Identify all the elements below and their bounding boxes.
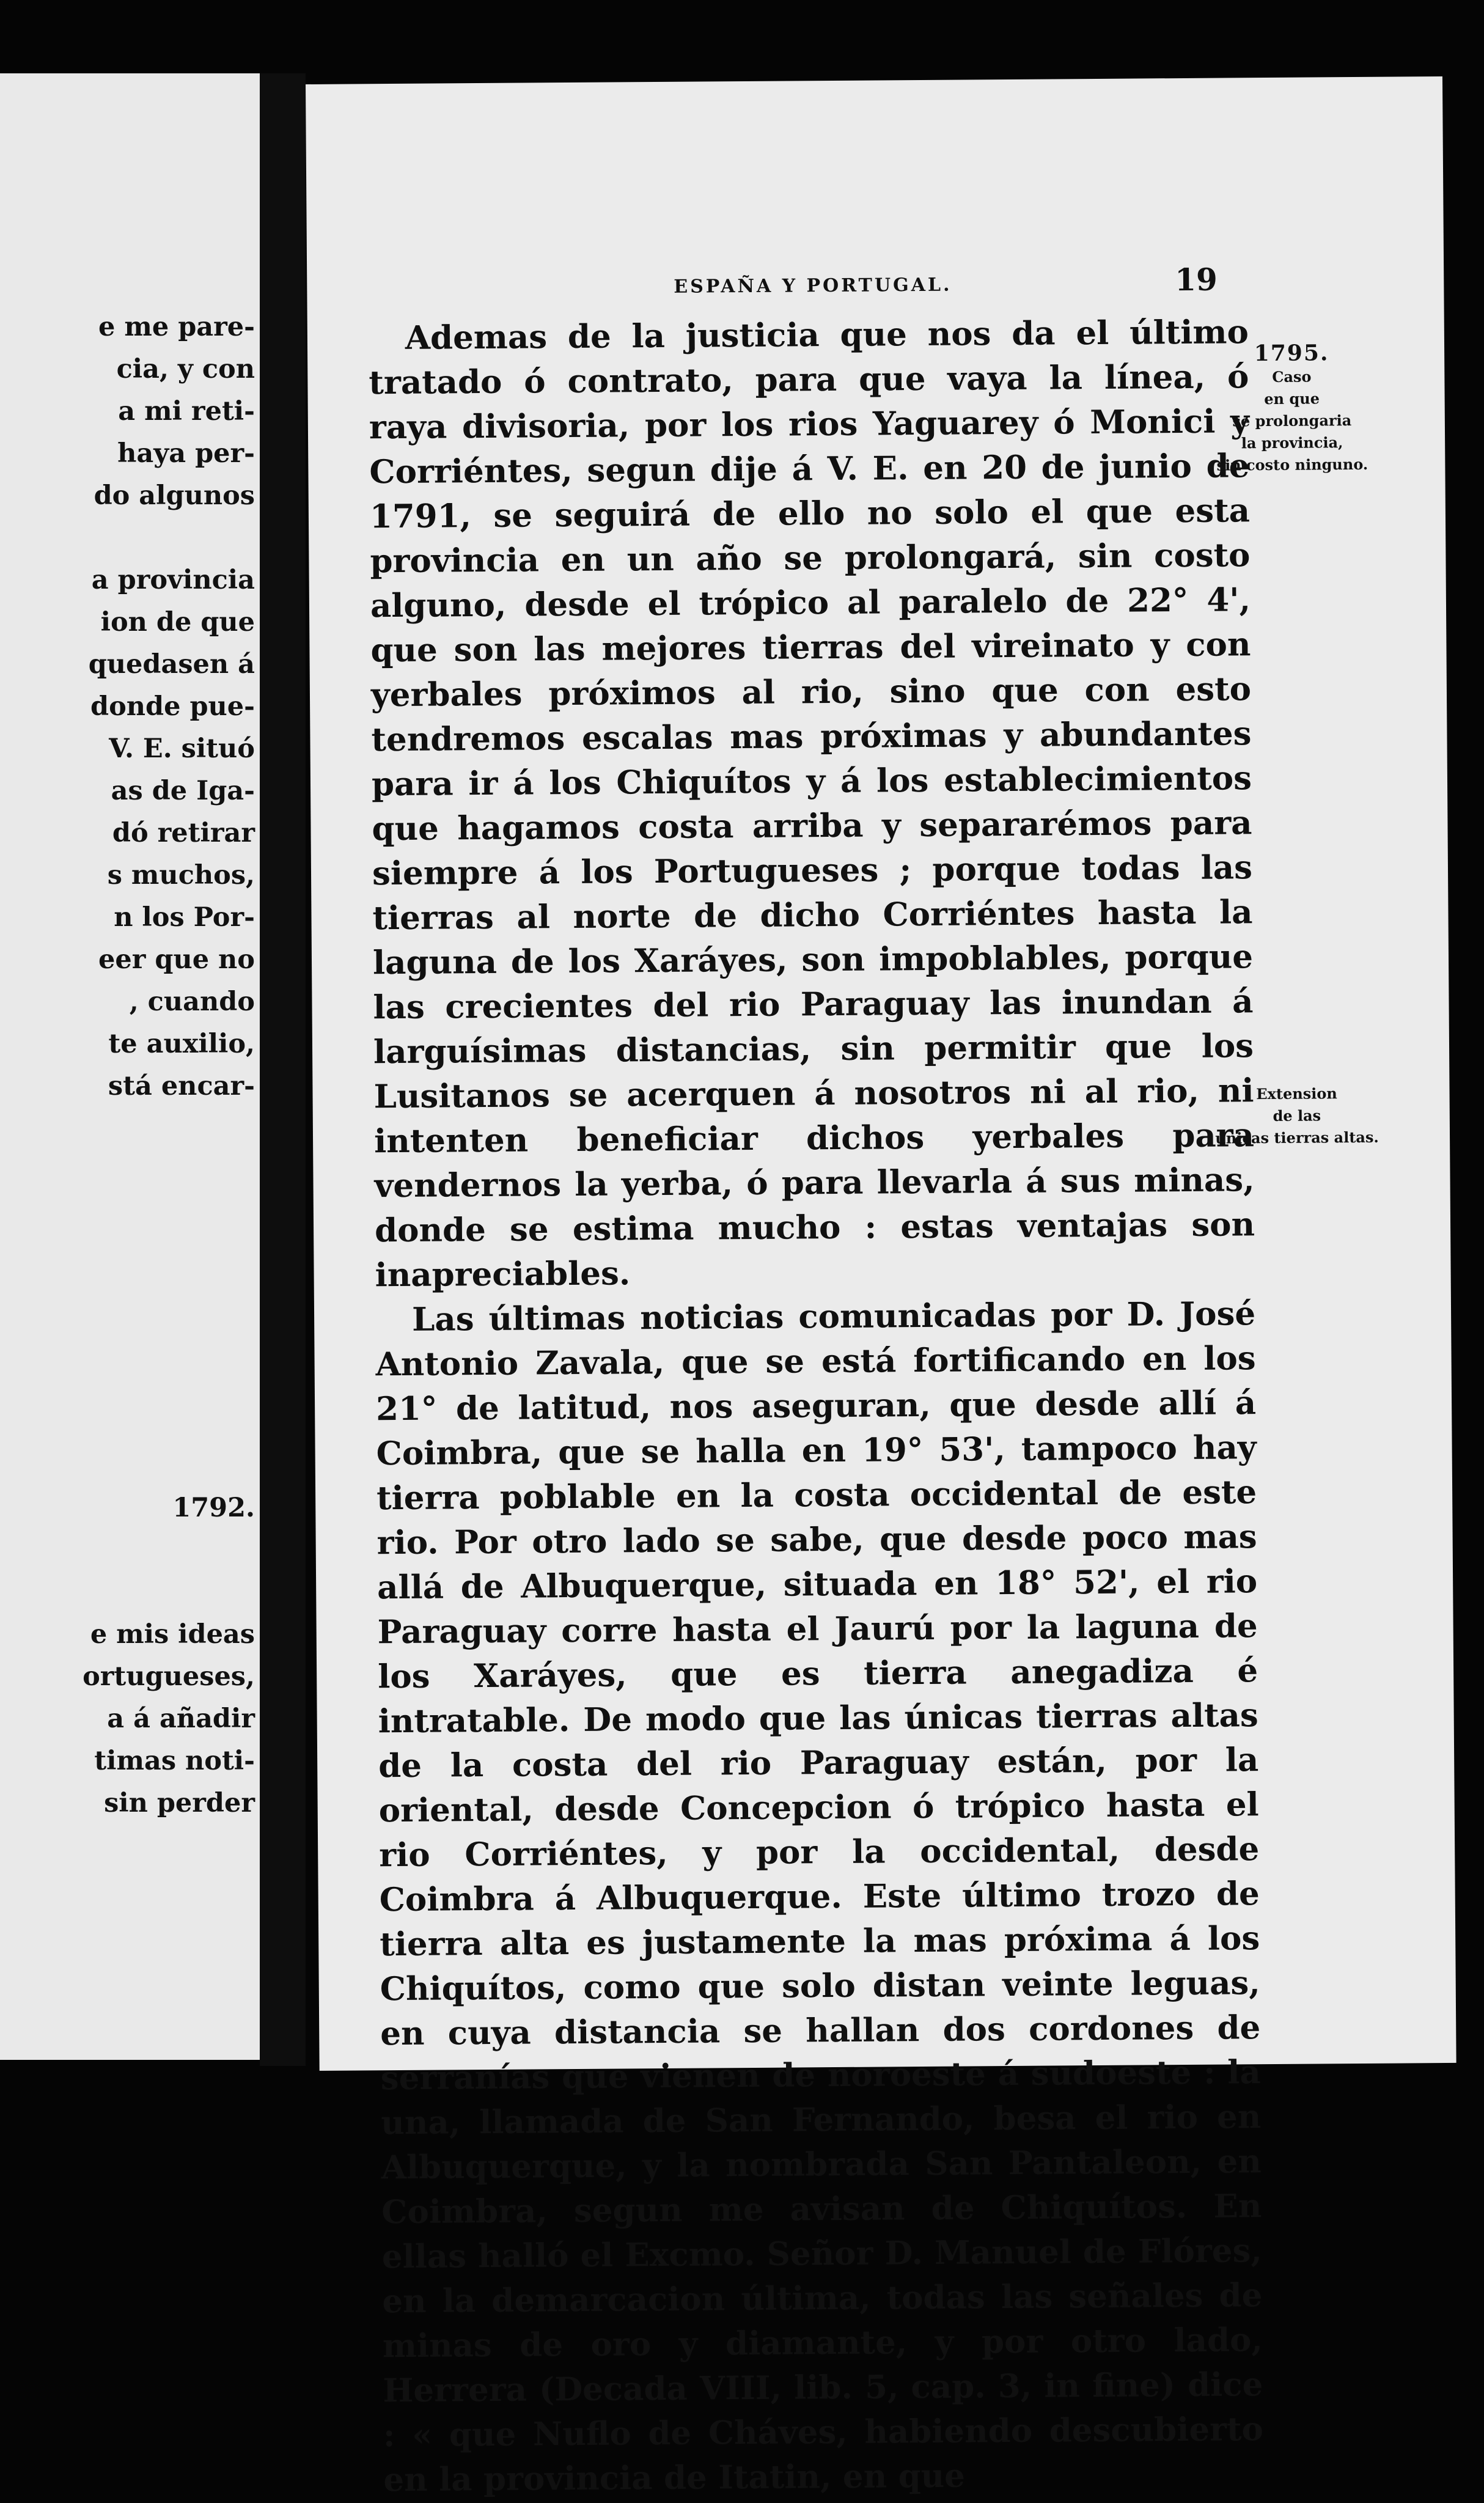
book-page — [306, 76, 1456, 2499]
margin-note-line: de las — [1273, 1106, 1321, 1125]
facing-page-line: a provincia — [91, 565, 255, 595]
facing-page-line: ion de que — [100, 607, 255, 638]
margin-note-line: Extension — [1256, 1084, 1337, 1103]
facing-page-line: dó retirar — [112, 818, 255, 848]
margin-note-line: sin costo ninguno. — [1216, 455, 1368, 474]
margin-note-line: únicas tierras altas. — [1215, 1128, 1379, 1147]
facing-page-fragment — [0, 73, 260, 2060]
margin-note-extension — [1208, 1082, 1386, 1150]
facing-page-line: s muchos, — [107, 860, 255, 891]
margin-note-year — [1203, 340, 1381, 477]
paragraph: Ademas de la justicia que nos da el último tratado ó contrato, para que vaya la línea, ó raya divisoria, por los rios Yaguarey ó Monici y Corriéntes, segun dije á V. E. en 20 de junio de 1791, se seguirá de ello no solo el que esta provincia en un año se prolongará, sin costo alguno, desde el trópico al paralelo de 22° 4', que son las mejores tierras del vireinato y con yerbales próximos al rio, sino que con esto tendremos escalas mas próximas y abundantes para ir á los Chiquítos y á los establecimientos que hagamos costa arriba y separarémos para siempre á los Portugueses ; porque todas las tierras al norte de dicho Corriéntes hasta la laguna de los Xaráyes, son impoblables, porque las crecientes del rio Paraguay las inundan á larguísimas distancias, sin permitir que los Lusitanos se acerquen á nosotros ni al rio, ni intenten beneficiar dichos yerbales para vendernos la yerba, ó para llevarla á sus minas, donde se estima mucho : estas ventajas son inapreciables. — [369, 313, 1255, 1295]
facing-page-line: timas noti- — [94, 1746, 255, 1776]
facing-page-line: e mis ideas — [90, 1619, 255, 1650]
margin-note-line: Caso — [1272, 367, 1312, 386]
margin-note-line: la provincia, — [1241, 433, 1343, 452]
facing-page-line: 1792. — [172, 1493, 255, 1523]
facing-page-line: ortugueses, — [83, 1661, 255, 1692]
facing-page-line: do algunos — [94, 480, 255, 511]
facing-page-line: a á añadir — [107, 1704, 255, 1734]
book-gutter — [260, 73, 306, 2066]
facing-page-line: donde pue- — [90, 691, 255, 722]
facing-page-line: haya per- — [117, 438, 255, 469]
body-text — [369, 310, 1264, 2502]
page-number: 19 — [1175, 261, 1218, 298]
facing-page-line: stá encar- — [108, 1071, 255, 1101]
facing-page-line: eer que no — [98, 944, 255, 975]
facing-page-line: , cuando — [129, 987, 255, 1017]
margin-note-line: en que — [1264, 389, 1320, 408]
margin-note-line: se prolongaria — [1232, 411, 1352, 430]
facing-page-line: te auxilio, — [108, 1029, 255, 1059]
facing-page-line: sin perder — [104, 1788, 255, 1818]
facing-page-line: quedasen á — [88, 649, 255, 680]
facing-page-line: e me pare- — [98, 312, 255, 342]
facing-page-line: n los Por- — [114, 902, 255, 933]
facing-page-line: as de Iga- — [111, 776, 255, 806]
paragraph: Las últimas noticias comunicadas por D. José Antonio Zavala, que se está fortificando en los 21° de latitud, nos aseguran, que desde allí á Coimbra, que se halla en 19° 53', tampoco hay tierra poblable en la costa occidental de este rio. Por otro lado se sabe, que desde poco mas allá de Albuquerque, situada en 18° 52', el rio Paraguay corre hasta el Jaurú por la laguna de los Xaráyes, que es tierra anegadiza é intratable. De modo que las únicas tierras altas de la costa del rio Paraguay están, por la oriental, desde Concepcion ó trópico hasta el rio Corriéntes, y por la occidental, desde Coimbra á Albuquerque. Este último trozo de tierra alta es justamente la mas próxima á los Chiquítos, como que solo distan veinte leguas, en cuya distancia se hallan dos cordones de serranías que vienen de noroeste á sudoeste : la una, llamada de San Fernando, besa el rio en Albuquerque, y la nombrada San Pantaleon, en Coimbra, segun me avisan de Chiquítos. En ellas halló el Excmo. Señor D. Manuel de Flóres, en la demarcacion última, todas las señales de minas de oro y diamante, y por otro lado, Herrera (Decada VIII, lib. 5, cap. 3, in fine) dice : « que Nuflo de Cháves, habiendo descubierto en la provincia de Itatin, en que — [375, 1295, 1264, 2499]
facing-page-line: cia, y con — [116, 354, 255, 384]
margin-year: 1795. — [1254, 340, 1329, 367]
facing-page-line: V. E. situó — [109, 733, 255, 764]
facing-page-line: a mi reti- — [118, 396, 255, 427]
running-head: ESPAÑA Y PORTUGAL. — [674, 274, 952, 298]
